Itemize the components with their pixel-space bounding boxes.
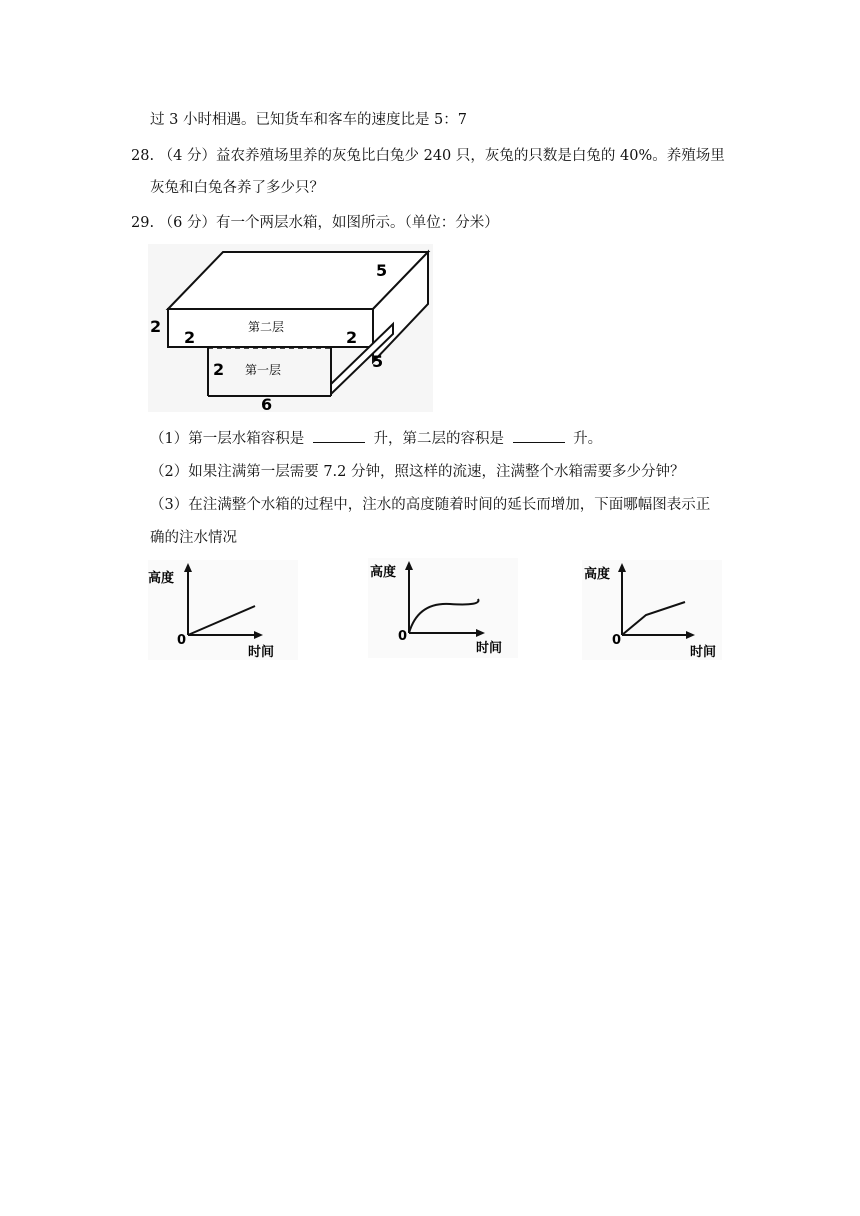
graph-2-origin: 0 bbox=[398, 629, 408, 644]
graph-3-origin: 0 bbox=[612, 633, 622, 648]
graph-1-ylabel: 高度 bbox=[148, 571, 175, 586]
graph-1-origin: 0 bbox=[177, 633, 187, 648]
lower-height-label: 2 bbox=[213, 360, 225, 379]
graph-3-xlabel: 时间 bbox=[690, 645, 717, 660]
sub-question-3-line2: 确的注水情况 bbox=[150, 530, 237, 546]
upper-front-left-label: 2 bbox=[184, 328, 196, 347]
lower-layer-label: 第一层 bbox=[245, 363, 282, 377]
answer-blank-1[interactable] bbox=[313, 428, 365, 443]
top-depth-label: 5 bbox=[376, 261, 388, 280]
question-28-line1: 28. （4 分）益农养殖场里养的灰兔比白兔少 240 只，灰兔的只数是白兔的 40%。养殖场里 bbox=[131, 148, 725, 164]
question-29: 29. （6 分）有一个两层水箱，如图所示。（单位：分米） bbox=[131, 215, 499, 231]
sub-question-1-part-c: 升。 bbox=[573, 431, 603, 447]
upper-height-left-label: 2 bbox=[150, 317, 162, 336]
answer-blank-2[interactable] bbox=[513, 428, 565, 443]
graph-1-xlabel: 时间 bbox=[248, 645, 275, 660]
graph-2-ylabel: 高度 bbox=[370, 565, 397, 580]
sub-question-1-part-a: （1）第一层水箱容积是 bbox=[150, 431, 305, 447]
graph-option-3 bbox=[582, 560, 722, 660]
lower-width-label: 6 bbox=[261, 395, 273, 412]
upper-layer-label: 第二层 bbox=[248, 320, 285, 334]
sub-question-3-line1: （3）在注满整个水箱的过程中，注水的高度随着时间的延长而增加，下面哪幅图表示正 bbox=[150, 497, 711, 513]
sub-question-1-part-b: 升，第二层的容积是 bbox=[373, 431, 504, 447]
water-tank-figure bbox=[148, 244, 433, 412]
sub-question-2: （2）如果注满第一层需要 7.2 分钟，照这样的流速，注满整个水箱需要多少分钟？ bbox=[150, 464, 685, 480]
graph-option-2 bbox=[368, 558, 518, 658]
sub-question-1 bbox=[150, 428, 602, 449]
text-line-continuation: 过 3 小时相遇。已知货车和客车的速度比是 5：7 bbox=[150, 112, 468, 128]
question-28-line2: 灰兔和白兔各养了多少只？ bbox=[150, 180, 324, 196]
graph-2-xlabel: 时间 bbox=[476, 641, 503, 656]
graph-option-1 bbox=[148, 560, 298, 660]
graph-3-ylabel: 高度 bbox=[584, 567, 611, 582]
lower-depth-label: 5 bbox=[372, 352, 384, 371]
upper-front-right-label: 2 bbox=[346, 328, 358, 347]
